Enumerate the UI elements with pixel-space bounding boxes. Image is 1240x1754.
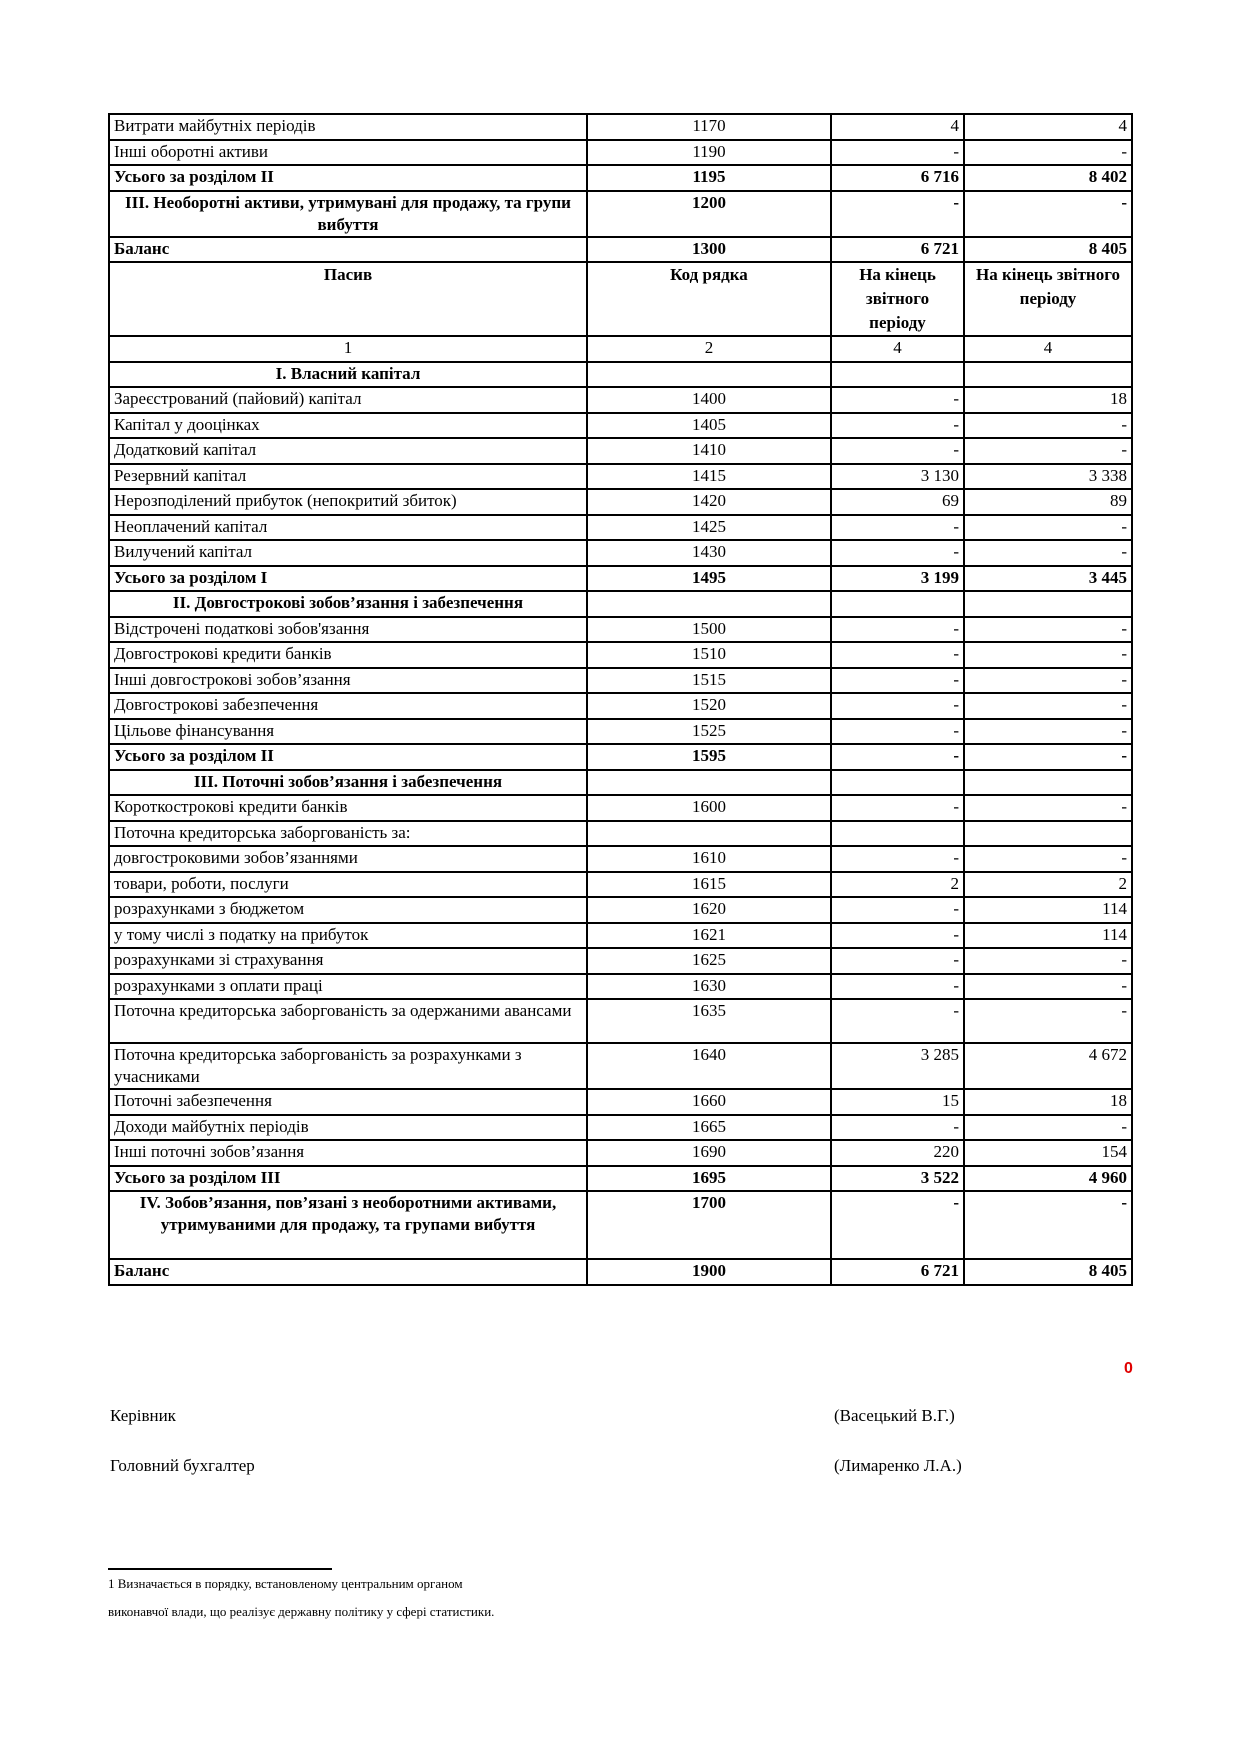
row-code	[587, 362, 831, 388]
row-start-value: -	[831, 719, 964, 745]
row-start-value: -	[831, 846, 964, 872]
footnote-line-1: 1 Визначається в порядку, встановленому центральним органом	[108, 1576, 463, 1591]
row-end-value: -	[964, 719, 1132, 745]
table-row	[109, 999, 1132, 1043]
row-start-value: -	[831, 744, 964, 770]
row-label: Поточні забезпечення	[109, 1089, 587, 1115]
row-start-value: -	[831, 795, 964, 821]
row-end-value: -	[964, 140, 1132, 166]
table-row	[109, 744, 1132, 770]
row-code: 1190	[587, 140, 831, 166]
row-code: 1630	[587, 974, 831, 1000]
row-end-value: 4	[964, 114, 1132, 140]
row-end-value	[964, 362, 1132, 388]
row-end-value: -	[964, 693, 1132, 719]
table-row	[109, 1166, 1132, 1192]
row-start-value: -	[831, 642, 964, 668]
header-period-start: На кінець звітного періоду	[831, 262, 964, 336]
table-row	[109, 362, 1132, 388]
table-header	[109, 262, 1132, 336]
row-code	[587, 591, 831, 617]
accountant-name: (Лимаренко Л.А.)	[834, 1456, 962, 1475]
table-row	[109, 617, 1132, 643]
row-start-value: -	[831, 897, 964, 923]
row-label: Резервний капітал	[109, 464, 587, 490]
column-numbers-row	[109, 336, 1132, 362]
row-label: Зареєстрований (пайовий) капітал	[109, 387, 587, 413]
table-row	[109, 1115, 1132, 1141]
row-start-value: 6 721	[831, 237, 964, 263]
footnote-line-2: виконавчої влади, що реалізує державну політику у сфері статистики.	[108, 1604, 495, 1619]
header-liabilities: Пасив	[109, 262, 587, 336]
row-label: І. Власний капітал	[109, 362, 587, 388]
row-label: ІV. Зобов’язання, пов’язані з необоротними активами, утримуваними для продажу, та групами вибуття	[109, 1191, 587, 1259]
table-row	[109, 1191, 1132, 1259]
row-code: 1405	[587, 413, 831, 439]
row-end-value: 114	[964, 897, 1132, 923]
row-label: товари, роботи, послуги	[109, 872, 587, 898]
row-label: Усього за розділом I	[109, 566, 587, 592]
table-row	[109, 846, 1132, 872]
row-end-value: -	[964, 1115, 1132, 1141]
table-row	[109, 140, 1132, 166]
row-end-value: 8 405	[964, 1259, 1132, 1285]
row-code: 1625	[587, 948, 831, 974]
row-label: довгостроковими зобов’язаннями	[109, 846, 587, 872]
row-start-value: -	[831, 140, 964, 166]
row-label: Додатковий капітал	[109, 438, 587, 464]
row-label: Поточна кредиторська заборгованість за:	[109, 821, 587, 847]
table-row	[109, 897, 1132, 923]
row-code: 1170	[587, 114, 831, 140]
row-code: 1635	[587, 999, 831, 1043]
row-code: 1640	[587, 1043, 831, 1089]
row-end-value: 154	[964, 1140, 1132, 1166]
row-start-value: -	[831, 923, 964, 949]
row-start-value: -	[831, 1191, 964, 1259]
row-start-value: 15	[831, 1089, 964, 1115]
row-code: 1400	[587, 387, 831, 413]
row-label: Відстрочені податкові зобов'язання	[109, 617, 587, 643]
row-start-value: -	[831, 438, 964, 464]
head-role: Керівник	[110, 1406, 176, 1425]
row-start-value: 3 130	[831, 464, 964, 490]
row-code: 1430	[587, 540, 831, 566]
column-number: 4	[831, 336, 964, 362]
table-row	[109, 642, 1132, 668]
row-label: Цільове фінансування	[109, 719, 587, 745]
row-label: Доходи майбутніх періодів	[109, 1115, 587, 1141]
table-row	[109, 693, 1132, 719]
row-code: 1515	[587, 668, 831, 694]
row-end-value: -	[964, 515, 1132, 541]
table-row-total	[109, 165, 1132, 191]
table-row	[109, 668, 1132, 694]
row-code: 1425	[587, 515, 831, 541]
row-start-value: -	[831, 693, 964, 719]
row-end-value: -	[964, 413, 1132, 439]
row-end-value: -	[964, 668, 1132, 694]
footnote-separator	[108, 1568, 332, 1570]
row-code	[587, 821, 831, 847]
row-code: 1595	[587, 744, 831, 770]
table-row	[109, 795, 1132, 821]
table-row	[109, 821, 1132, 847]
row-label: розрахунками з оплати праці	[109, 974, 587, 1000]
row-start-value: 6 716	[831, 165, 964, 191]
row-code: 1600	[587, 795, 831, 821]
row-code: 1520	[587, 693, 831, 719]
row-code: 1610	[587, 846, 831, 872]
head-name: (Васецький В.Г.)	[834, 1406, 955, 1425]
row-label: Поточна кредиторська заборгованість за одержаними авансами	[109, 999, 587, 1043]
table-row	[109, 974, 1132, 1000]
row-start-value	[831, 591, 964, 617]
table-row	[109, 872, 1132, 898]
row-label: II. Довгострокові зобов’язання і забезпечення	[109, 591, 587, 617]
column-number: 1	[109, 336, 587, 362]
row-label: Інші оборотні активи	[109, 140, 587, 166]
row-code: 1300	[587, 237, 831, 263]
row-end-value: -	[964, 999, 1132, 1043]
column-number: 2	[587, 336, 831, 362]
row-code: 1195	[587, 165, 831, 191]
table-row	[109, 413, 1132, 439]
row-code: 1620	[587, 897, 831, 923]
row-end-value: -	[964, 191, 1132, 237]
row-start-value: -	[831, 999, 964, 1043]
table-row	[109, 438, 1132, 464]
row-code: 1615	[587, 872, 831, 898]
row-end-value: -	[964, 1191, 1132, 1259]
row-end-value: -	[964, 617, 1132, 643]
table-row-section	[109, 191, 1132, 237]
row-label: розрахунками зі страхування	[109, 948, 587, 974]
table-row	[109, 540, 1132, 566]
table-row	[109, 387, 1132, 413]
check-value: 0	[1124, 1360, 1133, 1377]
row-end-value: -	[964, 846, 1132, 872]
row-end-value: -	[964, 642, 1132, 668]
row-code: 1500	[587, 617, 831, 643]
row-label: Інші довгострокові зобов’язання	[109, 668, 587, 694]
row-code: 1660	[587, 1089, 831, 1115]
row-end-value	[964, 821, 1132, 847]
row-code: 1690	[587, 1140, 831, 1166]
row-end-value: 2	[964, 872, 1132, 898]
row-code: 1410	[587, 438, 831, 464]
table-row	[109, 515, 1132, 541]
row-end-value: 4 960	[964, 1166, 1132, 1192]
balance-table	[108, 113, 1133, 1286]
row-code: 1900	[587, 1259, 831, 1285]
row-start-value: -	[831, 668, 964, 694]
row-end-value: 89	[964, 489, 1132, 515]
row-code: 1700	[587, 1191, 831, 1259]
row-start-value: -	[831, 540, 964, 566]
table-row	[109, 114, 1132, 140]
row-label: Вилучений капітал	[109, 540, 587, 566]
row-start-value: -	[831, 617, 964, 643]
row-start-value: 2	[831, 872, 964, 898]
row-start-value	[831, 821, 964, 847]
table-row	[109, 1140, 1132, 1166]
row-code: 1621	[587, 923, 831, 949]
table-row	[109, 1043, 1132, 1089]
row-end-value: -	[964, 795, 1132, 821]
row-label: IІІ. Поточні зобов’язання і забезпечення	[109, 770, 587, 796]
row-start-value: 3 199	[831, 566, 964, 592]
row-end-value: 8 402	[964, 165, 1132, 191]
row-code: 1420	[587, 489, 831, 515]
row-label: ІІІ. Необоротні активи, утримувані для продажу, та групи вибуття	[109, 191, 587, 237]
row-end-value: 3 445	[964, 566, 1132, 592]
row-label: Витрати майбутніх періодів	[109, 114, 587, 140]
row-code: 1665	[587, 1115, 831, 1141]
row-label: Інші поточні зобов’язання	[109, 1140, 587, 1166]
row-start-value: -	[831, 413, 964, 439]
row-end-value: -	[964, 974, 1132, 1000]
row-end-value: -	[964, 438, 1132, 464]
table-row	[109, 591, 1132, 617]
row-start-value: -	[831, 191, 964, 237]
row-start-value: 3 285	[831, 1043, 964, 1089]
row-code: 1415	[587, 464, 831, 490]
table-row	[109, 1089, 1132, 1115]
row-end-value: 114	[964, 923, 1132, 949]
row-label: Нерозподілений прибуток (непокритий збиток)	[109, 489, 587, 515]
row-start-value: -	[831, 974, 964, 1000]
row-code: 1495	[587, 566, 831, 592]
row-end-value: 18	[964, 1089, 1132, 1115]
table-row	[109, 1259, 1132, 1285]
row-code	[587, 770, 831, 796]
row-start-value: 6 721	[831, 1259, 964, 1285]
row-label: Довгострокові забезпечення	[109, 693, 587, 719]
table-row	[109, 489, 1132, 515]
row-label: у тому числі з податку на прибуток	[109, 923, 587, 949]
row-label: розрахунками з бюджетом	[109, 897, 587, 923]
row-start-value: 3 522	[831, 1166, 964, 1192]
row-label: Короткострокові кредити банків	[109, 795, 587, 821]
row-label: Усього за розділом II	[109, 744, 587, 770]
row-end-value: -	[964, 744, 1132, 770]
row-label: Неоплачений капітал	[109, 515, 587, 541]
row-start-value: -	[831, 1115, 964, 1141]
row-start-value: -	[831, 387, 964, 413]
row-start-value	[831, 770, 964, 796]
row-label: Усього за розділом ІІ	[109, 165, 587, 191]
table-row	[109, 770, 1132, 796]
row-end-value	[964, 591, 1132, 617]
row-label: Довгострокові кредити банків	[109, 642, 587, 668]
row-end-value: 8 405	[964, 237, 1132, 263]
header-period-end: На кінець звітного періоду	[964, 262, 1132, 336]
row-end-value: -	[964, 540, 1132, 566]
table-row	[109, 719, 1132, 745]
row-start-value: 4	[831, 114, 964, 140]
table-row	[109, 948, 1132, 974]
row-end-value: 18	[964, 387, 1132, 413]
row-code: 1510	[587, 642, 831, 668]
row-label: Баланс	[109, 237, 587, 263]
row-start-value	[831, 362, 964, 388]
table-row-balance	[109, 237, 1132, 263]
row-start-value: -	[831, 948, 964, 974]
row-start-value: 69	[831, 489, 964, 515]
row-label: Капітал у дооцінках	[109, 413, 587, 439]
row-end-value: 4 672	[964, 1043, 1132, 1089]
row-label: Усього за розділом IІІ	[109, 1166, 587, 1192]
header-line-code: Код рядка	[587, 262, 831, 336]
liabilities-body	[109, 362, 1132, 1285]
row-label: Баланс	[109, 1259, 587, 1285]
table-row	[109, 566, 1132, 592]
row-start-value: -	[831, 515, 964, 541]
row-label: Поточна кредиторська заборгованість за розрахунками з учасниками	[109, 1043, 587, 1089]
row-code: 1525	[587, 719, 831, 745]
table-row	[109, 923, 1132, 949]
row-start-value: 220	[831, 1140, 964, 1166]
row-code: 1200	[587, 191, 831, 237]
row-code: 1695	[587, 1166, 831, 1192]
table-row	[109, 464, 1132, 490]
row-end-value	[964, 770, 1132, 796]
row-end-value: 3 338	[964, 464, 1132, 490]
column-number: 4	[964, 336, 1132, 362]
row-end-value: -	[964, 948, 1132, 974]
accountant-role: Головний бухгалтер	[110, 1456, 255, 1475]
